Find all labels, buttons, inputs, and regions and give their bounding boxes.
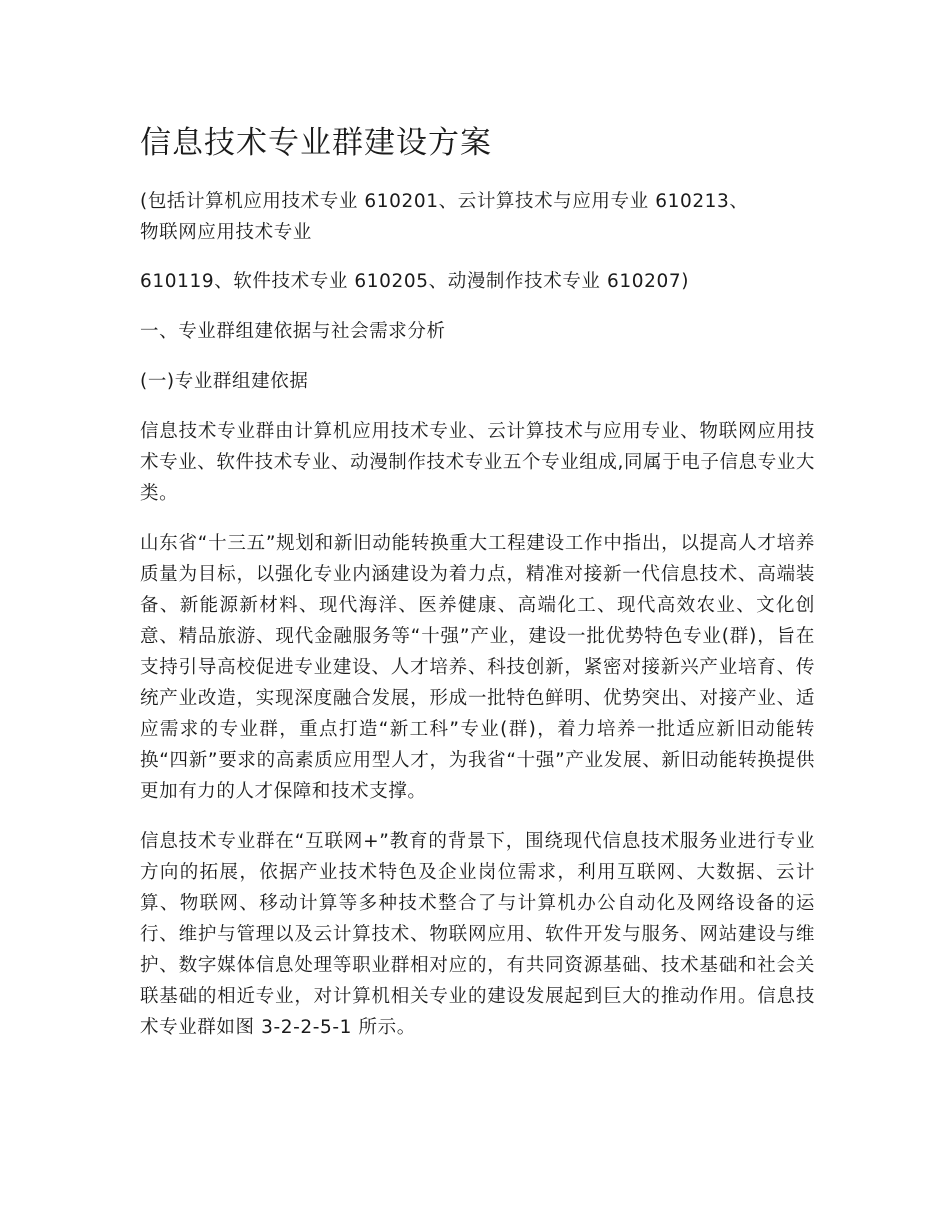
subtitle-line-2: 物联网应用技术专业: [140, 222, 312, 243]
document-title: 信息技术专业群建设方案: [140, 125, 492, 161]
subtitle-line-3: 610119、软件技术专业 610205、动漫制作技术专业 610207): [140, 271, 690, 292]
paragraph-2: 山东省“十三五”规划和新旧动能转换重大工程建设工作中指出，以提高人才培养质量为目标，以强化专业内涵建设为着力点，精准对接新一代信息技术、高端装备、新能源新材料、现代海洋、医养健康、高端化工、现代高效农业、文化创意、精品旅游、现代金融服务等“十强”产业，建设一批优势特色专业(群)，旨在支持引导高校促进专业建设、人才培养、科技创新，紧密对接新兴产业培育、传统产业改造，实现深度融合发展，形成一批特色鲜明、优势突出、对接产业、适应需求的专业群，重点打造“新工科”专业(群)，着力培养一批适应新旧动能转换“四新”要求的高素质应用型人才，为我省“十强”产业发展、新旧动能转换提供更加有力的人才保障和技术支撑。: [140, 533, 815, 802]
section-heading: 一、专业群组建依据与社会需求分析: [140, 321, 446, 342]
subsection-heading: (一)专业群组建依据: [140, 371, 309, 392]
paragraph-3: 信息技术专业群在“互联网+”教育的背景下，围绕现代信息技术服务业进行专业方向的拓展，依据产业技术特色及企业岗位需求，利用互联网、大数据、云计算、物联网、移动计算等多种技术整合了与计算机办公自动化及网络设备的运行、维护与管理以及云计算技术、物联网应用、软件开发与服务、网站建设与维护、数字媒体信息处理等职业群相对应的，有共同资源基础、技术基础和社会关联基础的相近专业，对计算机相关专业的建设发展起到巨大的推动作用。信息技术专业群如图 3-2-2-5-1 所示。: [140, 831, 815, 1038]
subtitle-line-1: (包括计算机应用技术专业 610201、云计算技术与应用专业 610213、: [140, 191, 749, 212]
paragraph-1: 信息技术专业群由计算机应用技术专业、云计算技术与应用专业、物联网应用技术专业、软件技术专业、动漫制作技术专业五个专业组成,同属于电子信息专业大类。: [140, 421, 815, 504]
